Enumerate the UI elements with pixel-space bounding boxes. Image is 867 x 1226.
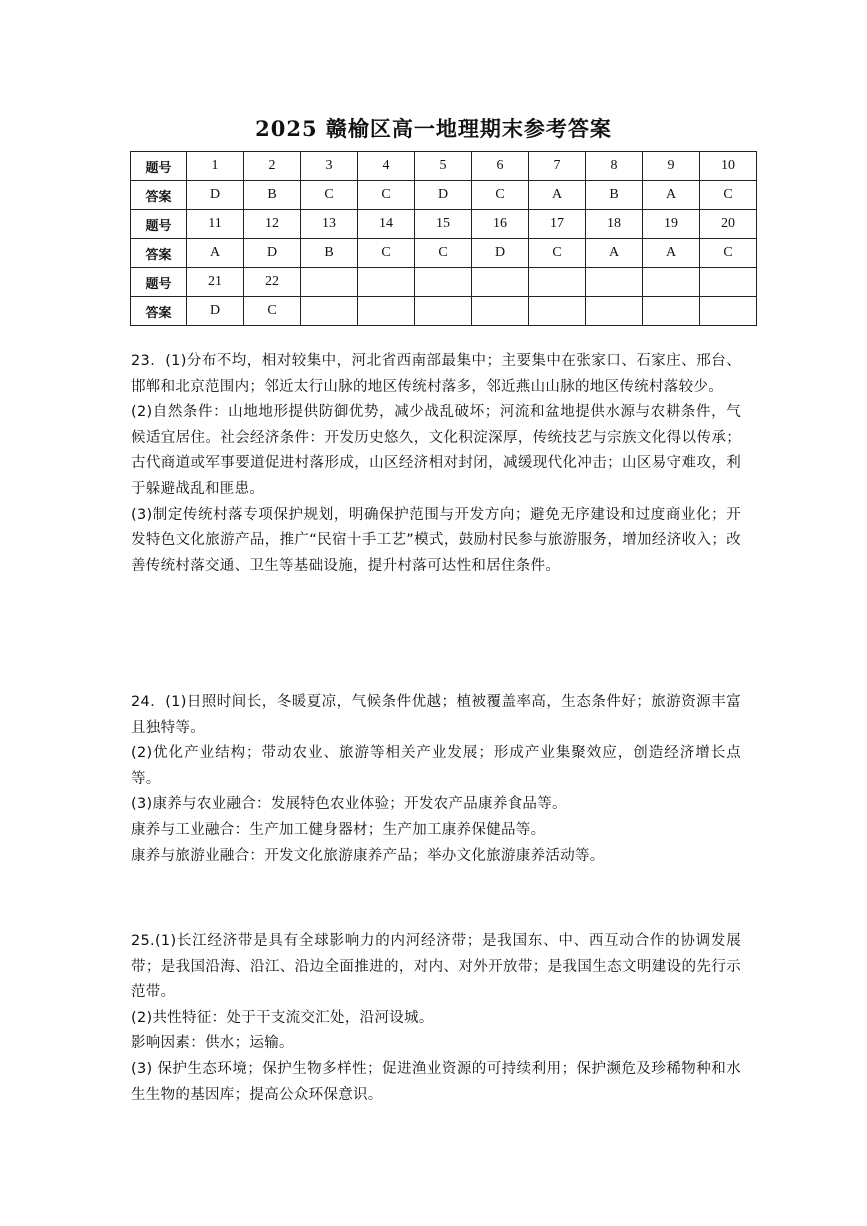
row-header-cell: 答案 — [131, 239, 187, 268]
table-cell: 2 — [244, 152, 301, 181]
q24-part-3-tourism: 康养与旅游业融合：开发文化旅游康养产品；举办文化旅游康养活动等。 — [131, 847, 605, 864]
table-cell — [586, 268, 643, 297]
table-cell: B — [244, 181, 301, 210]
row-header-cell: 答案 — [131, 297, 187, 326]
answer-table-row — [131, 152, 757, 181]
q25-part-1: 25.(1)长江经济带是具有全球影响力的内河经济带；是我国东、中、西互动合作的协调发展带；是我国沿海、沿江、沿边全面推进的，对内、对外开放带；是我国生态文明建设的先行示范带。 — [131, 933, 741, 1001]
q24-part-3-industry: 康养与工业融合：生产加工健身器材；生产加工康养保健品等。 — [131, 821, 546, 838]
table-cell: 9 — [643, 152, 700, 181]
table-cell — [415, 297, 472, 326]
table-cell — [472, 268, 529, 297]
table-cell: 12 — [244, 210, 301, 239]
table-cell — [301, 297, 358, 326]
table-cell: D — [187, 297, 244, 326]
answer-table-row — [131, 239, 757, 268]
question-25-answer — [131, 929, 741, 1108]
table-cell: D — [472, 239, 529, 268]
table-cell: D — [187, 181, 244, 210]
table-cell: 1 — [187, 152, 244, 181]
table-cell: 3 — [301, 152, 358, 181]
row-header-cell: 答案 — [131, 181, 187, 210]
table-cell: 18 — [586, 210, 643, 239]
table-cell: 10 — [700, 152, 757, 181]
table-cell — [643, 297, 700, 326]
table-cell — [529, 268, 586, 297]
answer-table-row — [131, 181, 757, 210]
table-cell: 21 — [187, 268, 244, 297]
table-cell: A — [643, 181, 700, 210]
table-cell: C — [301, 181, 358, 210]
table-cell: B — [586, 181, 643, 210]
table-cell: B — [301, 239, 358, 268]
table-cell: A — [187, 239, 244, 268]
answer-table — [130, 151, 757, 326]
table-cell: C — [700, 181, 757, 210]
q25-part-3: (3) 保护生态环境；保护生物多样性；促进渔业资源的可持续利用；保护濒危及珍稀物种和水生生物的基因库；提高公众环保意识。 — [131, 1060, 741, 1103]
q24-part-1: 24．(1)日照时间长，冬暖夏凉，气候条件优越；植被覆盖率高，生态条件好；旅游资源丰富且独特等。 — [131, 694, 741, 736]
table-cell — [643, 268, 700, 297]
table-cell: 7 — [529, 152, 586, 181]
table-cell: C — [358, 239, 415, 268]
question-24-answer — [131, 690, 741, 869]
table-cell: D — [244, 239, 301, 268]
row-header-cell: 题号 — [131, 152, 187, 181]
table-cell: C — [415, 239, 472, 268]
table-cell: C — [358, 181, 415, 210]
table-cell — [358, 268, 415, 297]
table-cell: C — [472, 181, 529, 210]
q25-part-2-factors: 影响因素：供水；运输。 — [131, 1035, 294, 1052]
row-header-cell: 题号 — [131, 268, 187, 297]
table-cell: 15 — [415, 210, 472, 239]
table-cell: 6 — [472, 152, 529, 181]
q24-part-3-agriculture: (3)康养与农业融合：发展特色农业体验；开发农产品康养食品等。 — [131, 796, 567, 813]
q23-part-2: (2)自然条件：山地地形提供防御优势，减少战乱破坏；河流和盆地提供水源与农耕条件，气候适宜居住。社会经济条件：开发历史悠久，文化积淀深厚，传统技艺与宗族文化得以传承；古代商道或军事要道促进村落形成，山区经济相对封闭，减缓现代化冲击；山区易守难攻，利于躲避战乱和匪患。 — [131, 404, 741, 497]
table-cell — [472, 297, 529, 326]
q25-part-2: (2)共性特征：处于干支流交汇处，沿河设城。 — [131, 1009, 434, 1026]
table-cell — [301, 268, 358, 297]
table-cell: 22 — [244, 268, 301, 297]
table-cell: 4 — [358, 152, 415, 181]
table-cell: 13 — [301, 210, 358, 239]
table-cell: C — [244, 297, 301, 326]
table-cell — [586, 297, 643, 326]
page-title: 2025 赣榆区高一地理期末参考答案 — [255, 116, 612, 141]
table-cell: 8 — [586, 152, 643, 181]
answer-table-row — [131, 268, 757, 297]
q23-part-3: (3)制定传统村落专项保护规划，明确保护范围与开发方向；避免无序建设和过度商业化；开发特色文化旅游产品，推广“民宿十手工艺”模式，鼓励村民参与旅游服务，增加经济收入；改善传统村落交通、卫生等基础设施，提升村落可达性和居住条件。 — [131, 506, 741, 574]
table-cell: 19 — [643, 210, 700, 239]
table-cell: 5 — [415, 152, 472, 181]
table-cell — [700, 297, 757, 326]
table-cell: 17 — [529, 210, 586, 239]
q24-part-2: (2)优化产业结构；带动农业、旅游等相关产业发展；形成产业集聚效应，创造经济增长点等。 — [131, 745, 741, 787]
table-cell: 14 — [358, 210, 415, 239]
answer-table-row — [131, 297, 757, 326]
table-cell: A — [586, 239, 643, 268]
table-cell: C — [700, 239, 757, 268]
table-cell: A — [529, 181, 586, 210]
table-cell — [529, 297, 586, 326]
q23-part-1: 23．(1)分布不均，相对较集中，河北省西南部最集中；主要集中在张家口、石家庄、邢台、邯郸和北京范围内；邻近太行山脉的地区传统村落多，邻近燕山山脉的地区传统村落较少。 — [131, 353, 741, 395]
table-cell: C — [529, 239, 586, 268]
table-cell: D — [415, 181, 472, 210]
table-cell: A — [643, 239, 700, 268]
table-cell — [358, 297, 415, 326]
table-cell — [415, 268, 472, 297]
row-header-cell: 题号 — [131, 210, 187, 239]
answer-table-row — [131, 210, 757, 239]
table-cell: 11 — [187, 210, 244, 239]
table-cell: 20 — [700, 210, 757, 239]
table-cell: 16 — [472, 210, 529, 239]
table-cell — [700, 268, 757, 297]
question-23-answer — [131, 349, 741, 579]
